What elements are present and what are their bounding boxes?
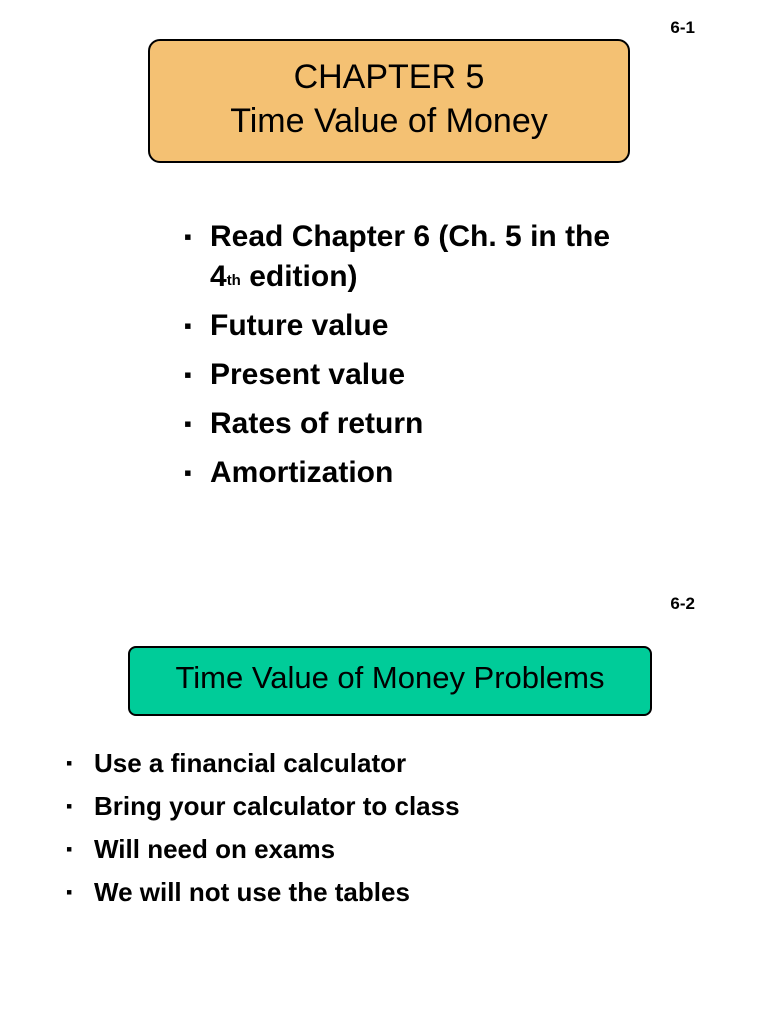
- list-item: [184, 306, 630, 346]
- bullet-icon: ▪: [66, 796, 73, 816]
- chapter-title-box: [148, 39, 630, 163]
- chapter-subtitle: Time Value of Money: [230, 102, 548, 140]
- problems-title-box: Time Value of Money Problems: [128, 646, 652, 716]
- list-item-text: We will not use the tables: [94, 877, 410, 907]
- list-item-text: Present value: [210, 358, 406, 391]
- list-item: [184, 404, 630, 444]
- list-item: [66, 875, 694, 909]
- chapter-heading: CHAPTER 5: [293, 58, 485, 96]
- list-item-text: Read Chapter 6 (Ch. 5 in the 4: [210, 220, 611, 293]
- bullet-icon: ▪: [184, 313, 192, 338]
- bullet-icon: ▪: [66, 839, 73, 859]
- bullet-icon: ▪: [184, 460, 192, 485]
- list-item: [184, 453, 630, 493]
- list-item: [184, 217, 630, 297]
- chapter-topics-list: [184, 217, 630, 502]
- list-item-text: Future value: [210, 309, 389, 342]
- list-item: [66, 746, 694, 780]
- bullet-icon: ▪: [66, 882, 73, 902]
- bullet-icon: ▪: [184, 411, 192, 436]
- list-item-text: Use a financial calculator: [94, 748, 407, 778]
- slide-number: 6-2: [670, 594, 695, 613]
- problems-list: [66, 746, 694, 918]
- list-item: [184, 355, 630, 395]
- list-item-text: Will need on exams: [94, 834, 336, 864]
- bullet-icon: ▪: [184, 224, 192, 249]
- list-item-text: Bring your calculator to class: [94, 791, 460, 821]
- list-item: [66, 832, 694, 866]
- list-item-text: Rates of return: [210, 407, 424, 440]
- slide-number: 6-1: [670, 18, 695, 37]
- list-item-text: edition): [240, 260, 358, 293]
- slide-6-2: [0, 580, 768, 1024]
- bullet-icon: ▪: [184, 362, 192, 387]
- bullet-icon: ▪: [66, 753, 73, 773]
- superscript-text: th: [226, 272, 241, 289]
- list-item-text: Amortization: [210, 456, 394, 489]
- list-item: [66, 789, 694, 823]
